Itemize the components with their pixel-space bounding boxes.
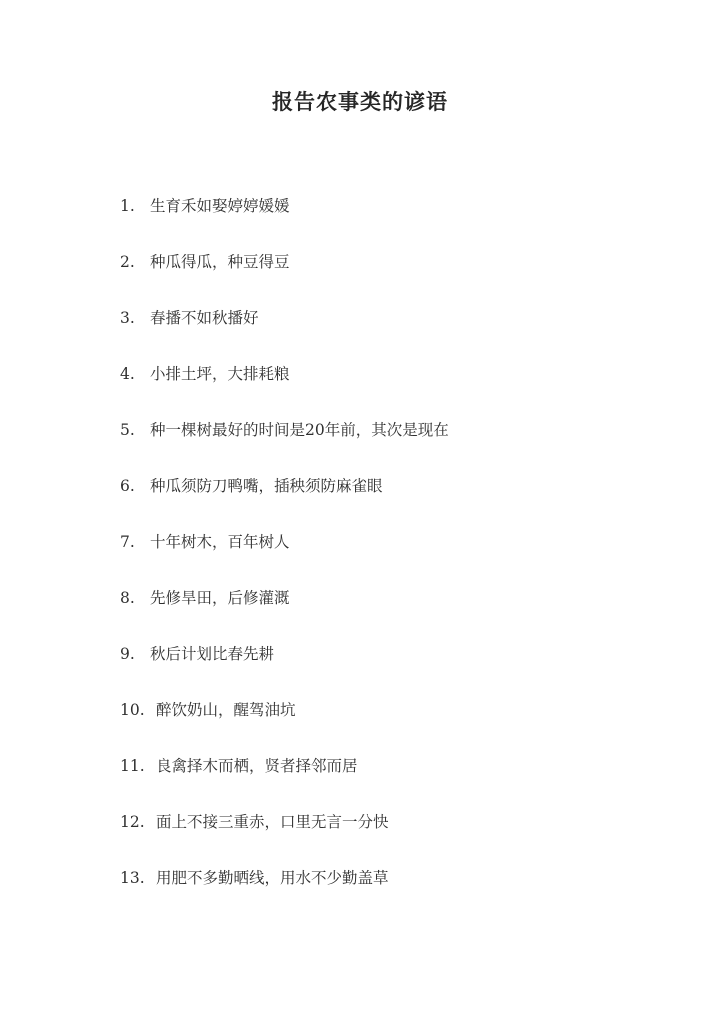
item-number: 2.	[120, 253, 135, 271]
item-number: 8.	[120, 589, 135, 607]
item-number: 1.	[120, 197, 135, 215]
item-number: 3.	[120, 309, 135, 327]
list-item	[120, 696, 449, 752]
item-number: 6.	[120, 477, 135, 495]
list-item	[120, 472, 449, 528]
item-text: 良禽择木而栖，贤者择邻而居	[156, 757, 358, 775]
item-text: 小排土坪，大排耗粮	[150, 365, 290, 383]
item-text: 十年树木，百年树人	[150, 533, 290, 551]
item-number: 13.	[120, 869, 145, 887]
list-item	[120, 248, 449, 304]
item-number: 5.	[120, 421, 135, 439]
item-text: 种一棵树最好的时间是20年前，其次是现在	[150, 421, 449, 439]
list-item	[120, 808, 449, 864]
item-number: 11.	[120, 757, 145, 775]
item-text: 种瓜须防刀鸭嘴，插秧须防麻雀眼	[150, 477, 383, 495]
proverb-list	[120, 192, 449, 920]
list-item	[120, 304, 449, 360]
item-text: 生育禾如娶婷婷媛媛	[150, 197, 290, 215]
item-text: 面上不接三重赤，口里无言一分快	[156, 813, 389, 831]
item-text: 用肥不多勤晒线，用水不少勤盖草	[156, 869, 389, 887]
list-item	[120, 360, 449, 416]
list-item	[120, 640, 449, 696]
item-number: 12.	[120, 813, 145, 831]
list-item	[120, 416, 449, 472]
item-text: 春播不如秋播好	[150, 309, 259, 327]
item-number: 4.	[120, 365, 135, 383]
list-item	[120, 584, 449, 640]
page-title: 报告农事类的谚语	[272, 89, 448, 114]
item-number: 9.	[120, 645, 135, 663]
list-item	[120, 528, 449, 584]
item-text: 种瓜得瓜，种豆得豆	[150, 253, 290, 271]
item-text: 秋后计划比春先耕	[150, 645, 275, 663]
item-text: 醉饮奶山，醒驾油坑	[156, 701, 296, 719]
item-number: 10.	[120, 701, 145, 719]
list-item	[120, 864, 449, 920]
item-number: 7.	[120, 533, 135, 551]
item-text: 先修旱田，后修灌溉	[150, 589, 290, 607]
list-item	[120, 192, 449, 248]
list-item	[120, 752, 449, 808]
